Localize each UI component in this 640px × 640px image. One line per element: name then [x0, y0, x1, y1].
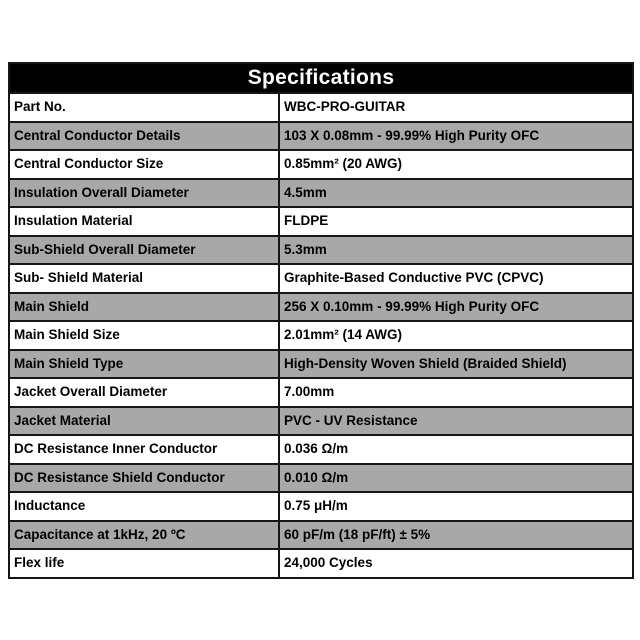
table-row [9, 207, 633, 236]
spec-value: 5.3mm [279, 236, 633, 265]
spec-value: Graphite-Based Conductive PVC (CPVC) [279, 264, 633, 293]
table-row [9, 236, 633, 265]
table-row [9, 464, 633, 493]
table-row [9, 179, 633, 208]
spec-label: Insulation Material [9, 207, 279, 236]
spec-label: Jacket Overall Diameter [9, 378, 279, 407]
spec-label: Capacitance at 1kHz, 20 ºC [9, 521, 279, 550]
spec-label: DC Resistance Inner Conductor [9, 435, 279, 464]
spec-label: Insulation Overall Diameter [9, 179, 279, 208]
table-row [9, 93, 633, 122]
table-header [9, 63, 633, 93]
spec-value: 0.036 Ω/m [279, 435, 633, 464]
table-row [9, 293, 633, 322]
specifications-table-container [8, 62, 632, 579]
table-title: Specifications [9, 63, 633, 93]
table-row [9, 264, 633, 293]
spec-value: 0.010 Ω/m [279, 464, 633, 493]
table-row [9, 407, 633, 436]
spec-value: 60 pF/m (18 pF/ft) ± 5% [279, 521, 633, 550]
spec-label: Inductance [9, 492, 279, 521]
table-row [9, 122, 633, 151]
spec-value: 103 X 0.08mm - 99.99% High Purity OFC [279, 122, 633, 151]
table-row [9, 378, 633, 407]
spec-label: Main Shield [9, 293, 279, 322]
spec-label: Central Conductor Details [9, 122, 279, 151]
table-row [9, 435, 633, 464]
spec-value: 24,000 Cycles [279, 549, 633, 578]
spec-value: 256 X 0.10mm - 99.99% High Purity OFC [279, 293, 633, 322]
spec-label: DC Resistance Shield Conductor [9, 464, 279, 493]
spec-value: 2.01mm² (14 AWG) [279, 321, 633, 350]
spec-value: 4.5mm [279, 179, 633, 208]
table-row [9, 321, 633, 350]
spec-label: Flex life [9, 549, 279, 578]
spec-label: Main Shield Type [9, 350, 279, 379]
specifications-table [8, 62, 634, 579]
spec-value: 0.85mm² (20 AWG) [279, 150, 633, 179]
spec-value: WBC-PRO-GUITAR [279, 93, 633, 122]
table-row [9, 150, 633, 179]
table-body [9, 93, 633, 578]
table-row [9, 521, 633, 550]
spec-label: Sub-Shield Overall Diameter [9, 236, 279, 265]
spec-label: Central Conductor Size [9, 150, 279, 179]
spec-value: 7.00mm [279, 378, 633, 407]
title-row [9, 63, 633, 93]
spec-value: High-Density Woven Shield (Braided Shield) [279, 350, 633, 379]
spec-label: Part No. [9, 93, 279, 122]
spec-label: Jacket Material [9, 407, 279, 436]
spec-value: PVC - UV Resistance [279, 407, 633, 436]
spec-label: Sub- Shield Material [9, 264, 279, 293]
spec-value: FLDPE [279, 207, 633, 236]
table-row [9, 549, 633, 578]
spec-label: Main Shield Size [9, 321, 279, 350]
table-row [9, 492, 633, 521]
table-row [9, 350, 633, 379]
spec-value: 0.75 μH/m [279, 492, 633, 521]
